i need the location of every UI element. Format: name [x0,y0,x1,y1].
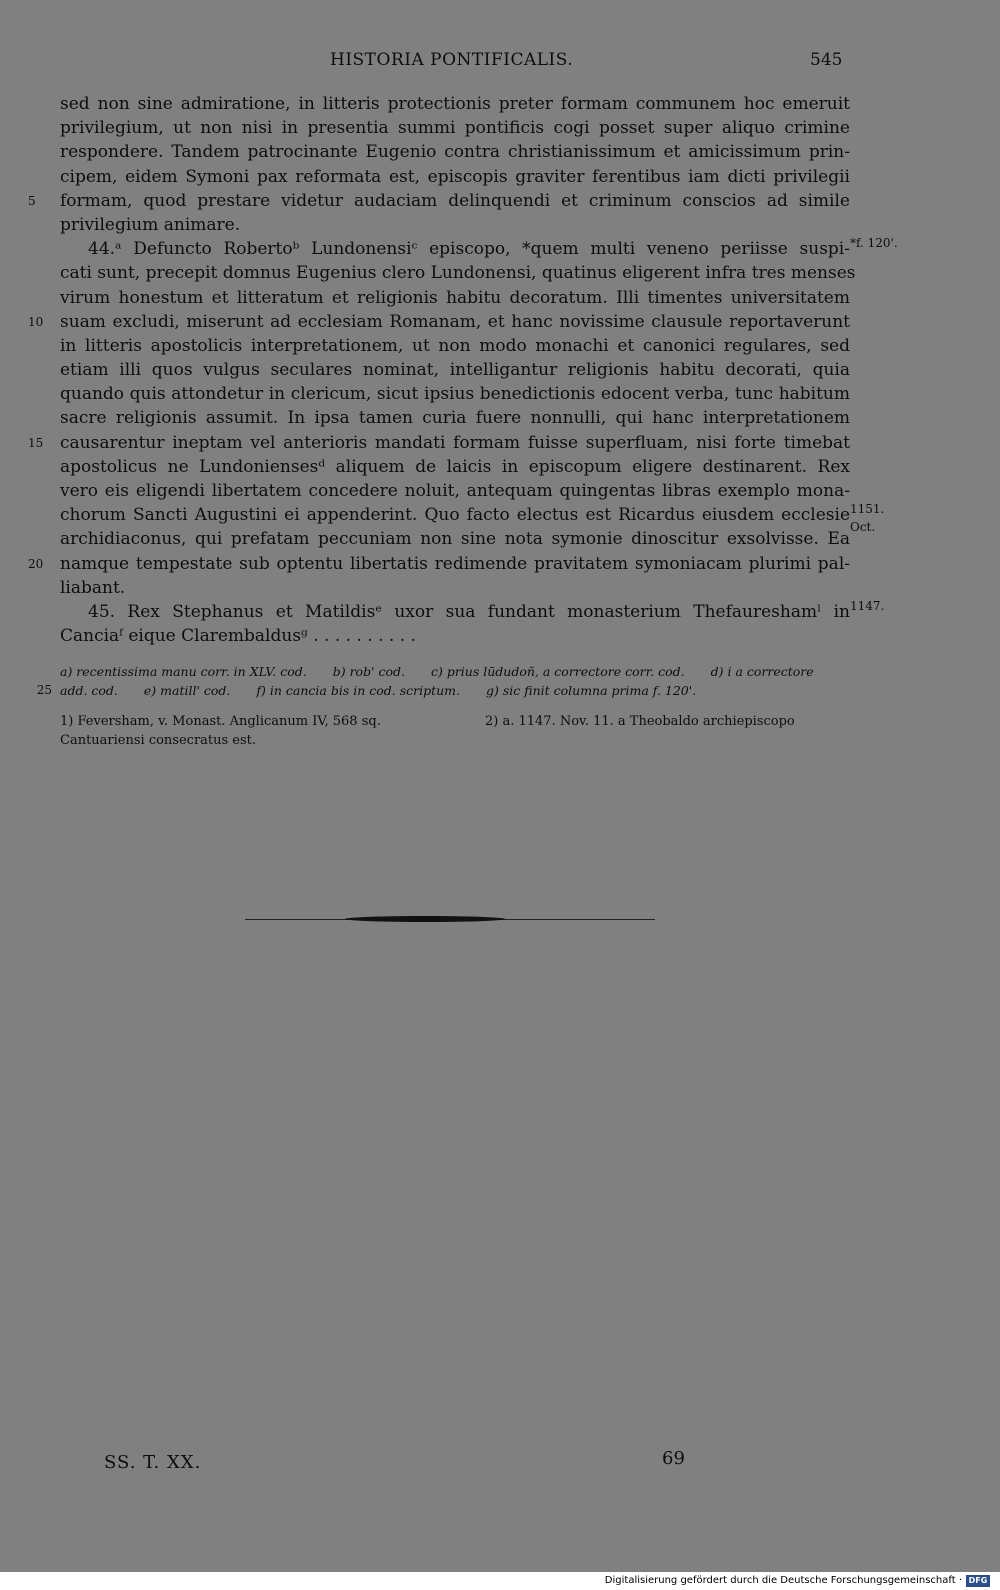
text-line-content: in litteris apostolicis interpretationem, ut non modo monachi et canonici regulares, sed [60,335,850,356]
text-line-content: chorum Sancti Augustini ei appenderint. Quo facto electus est Ricardus eiusdem ecclesie [60,505,850,526]
text-line [60,624,850,648]
text-line [60,286,850,310]
text-line [60,455,850,479]
margin-note: Oct. [850,520,876,535]
line-number: 10 [28,314,44,329]
text-line-content: cati sunt, precepit domnus Eugenius clero Lundonensi, quatinus eligerent infra tres menses [60,263,856,284]
spacer [60,700,850,712]
text-line-content: quando quis attondetur in clericum, sicut ipsius benedictionis edocent verba, tunc habitum [60,384,850,405]
footnote-2: 2) a. 1147. Nov. 11. a Theobaldo archiepiscopo [485,714,795,730]
text-line [60,527,850,551]
text-line-content: virum honestum et litteratum et religionis habitu decoratum. Illi timentes universitatem [60,287,850,308]
margin-note: 1147. [850,598,885,613]
footnote-line [60,731,850,750]
text-line-content: archidiaconus, qui prefatam peccuniam non sine nota symonie dinoscitur exsolvisse. Ea [60,529,850,550]
margin-note: *f. 120'. [850,236,898,251]
text-line-content: causarentur ineptam vel anterioris mandati formam fuisse superfluam, nisi forte timebat [60,432,850,453]
dfg-logo-icon: DFG [966,1575,990,1587]
text-line [28,552,850,576]
signature-series: SS. T. XX. [104,1452,202,1473]
apparatus-line [60,662,850,681]
apparatus-note: c) prius lūdudoñ, a correctore corr. cod. [430,664,685,680]
text-line-content: sed non sine admiratione, in litteris protectionis preter formam communem hoc emeruit [60,94,850,114]
apparatus-note: e) matill' cod. [143,683,231,699]
text-line [60,116,850,140]
text-line [28,189,850,213]
text-line [60,261,856,285]
line-number: 20 [28,556,44,571]
text-line-content: Canciaᶠ eique Clarembaldusᵍ . . . . . . . . . . [60,626,416,647]
spacer [60,648,850,662]
text-line-content: privilegium, ut non nisi in presentia summi pontificis cogi posset super aliquo crimine [60,118,850,139]
text-line-content: etiam illi quos vulgus seculares nominat, intelligantur religionis habitu decorati, quia [60,360,850,381]
text-line [60,406,850,430]
apparatus-note: f) in cancia bis in cod. scriptum. [256,683,460,699]
line-number: 15 [28,435,44,450]
text-line [28,431,850,455]
text-line-content: sacre religionis assumit. In ipsa tamen curia fuere nonnulli, qui hanc interpretationem [60,408,850,429]
text-line [28,310,850,334]
line-number: 25 [36,683,52,698]
text-line [60,382,850,406]
text-line-content: privilegium animare. [60,214,241,235]
text-line-content: suam excludi, miserunt ad ecclesiam Romanam, et hanc novissime clausule reportaverunt [60,311,850,332]
text-line [60,576,850,600]
text-line [60,236,898,261]
text-line [60,598,885,624]
text-line-content: liabant. [60,577,126,598]
apparatus-note: b) rob' cod. [332,664,405,680]
text-line [60,213,850,237]
running-header-title: HISTORIA PONTIFICALIS. [330,50,574,70]
text-line-content: apostolicus ne Lundoniensesᵈ aliquem de laicis in episcopum eligere destinarent. Rex [60,456,850,477]
text-line [60,165,850,189]
line-number: 5 [28,193,36,208]
apparatus-note: add. cod. [60,683,118,699]
text-line-content: respondere. Tandem patrocinante Eugenio contra christianissimum et amicissimum prin- [60,142,850,163]
main-text [28,92,898,750]
apparatus-note: d) i a correctore [710,664,814,680]
text-line [60,479,850,503]
footnote-1: 1) Feversham, v. Monast. Anglicanum IV, 568 sq. [60,714,381,730]
text-line-content: namque tempestate sub optentu libertatis redimende pravitatem symoniacam plurimi pal- [60,553,850,574]
text-line [60,502,885,535]
signature-sheet: 69 [662,1448,685,1469]
text-line-content: 45. Rex Stephanus et Matildisᵉ uxor sua fundant monasterium Thefaureshamˡ in [88,601,850,622]
text-line-content: cipem, eidem Symoni pax reformata est, episcopis graviter ferentibus iam dicti privilegii [60,166,850,187]
apparatus-note: g) sic finit columna prima f. 120'. [486,683,697,699]
text-line [60,140,850,164]
text-line [60,92,850,116]
dfg-credit: Digitalisierung gefördert durch die Deutsche Forschungsgemeinschaft · [604,1575,962,1586]
footnote-2-continuation: Cantuariensi consecratus est. [60,733,257,749]
text-line [60,334,850,358]
text-line-content: formam, quod prestare videtur audaciam delinquendi et criminum conscios ad simile [60,190,850,211]
page-number: 545 [810,50,843,70]
text-line-content: 44.ᵃ Defuncto Robertoᵇ Lundonensiᶜ episcopo, *quem multi veneno periisse suspi- [88,239,850,260]
footnote-line [60,712,850,731]
margin-note: 1151. [850,502,885,517]
apparatus-line [36,681,850,700]
apparatus-note: a) recentissima manu corr. in XLV. cod. [60,664,307,680]
decorative-rule-swell [345,916,505,922]
text-line [60,358,850,382]
text-line-content: vero eis eligendi libertatem concedere noluit, antequam quingentas libras exemplo mona- [60,481,850,501]
